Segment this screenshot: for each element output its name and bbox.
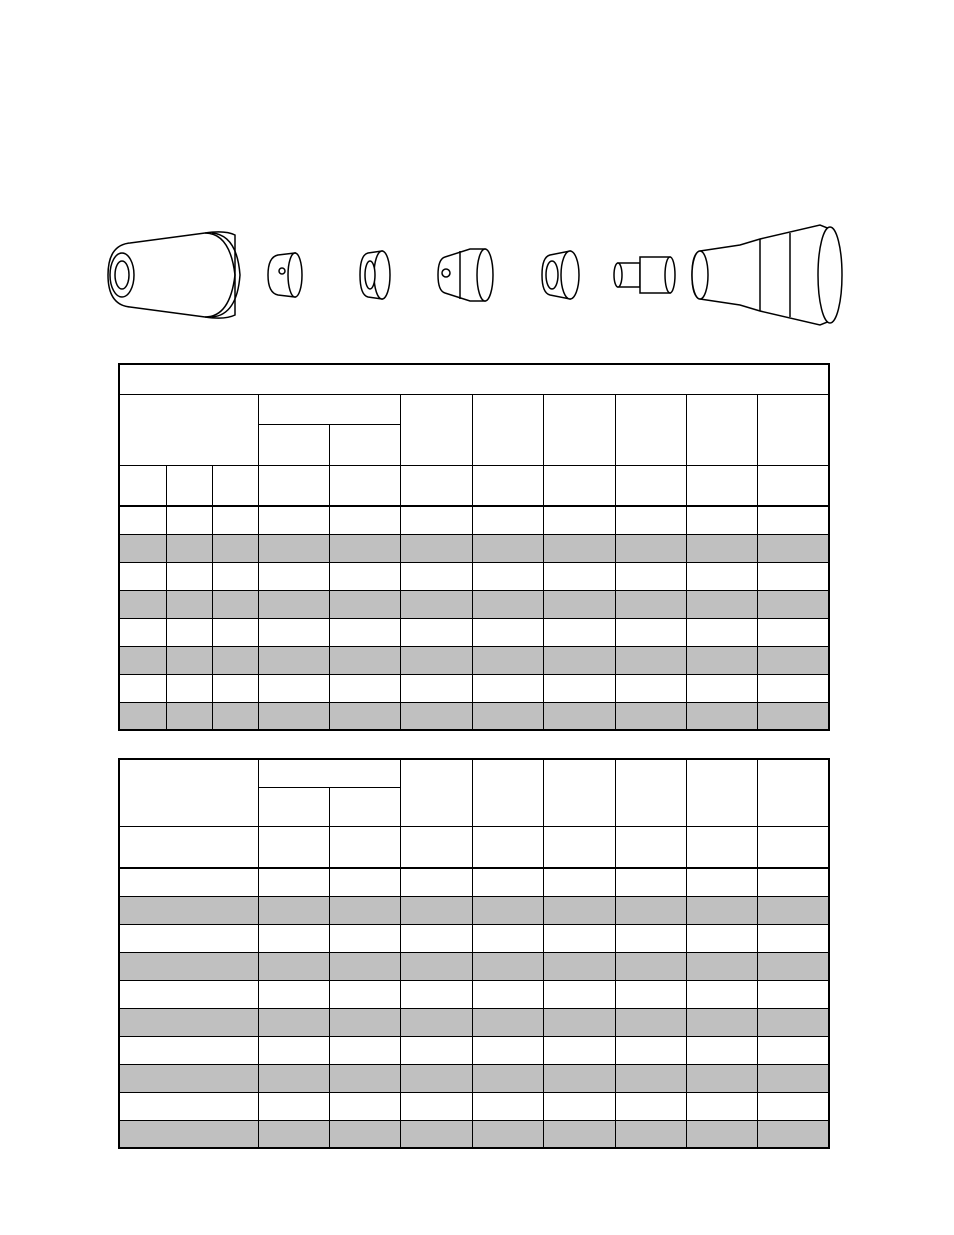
spec-table-2	[118, 758, 830, 1149]
header-cell	[615, 759, 686, 826]
header-cell	[543, 394, 615, 465]
header-cell	[472, 759, 543, 826]
header-cell	[757, 759, 829, 826]
retaining-cap-icon	[268, 253, 302, 297]
nozzle-retaining-icon	[542, 251, 579, 299]
header-cell	[757, 394, 829, 465]
table-row	[119, 1008, 829, 1036]
table-title-row	[119, 364, 829, 394]
table-row	[119, 618, 829, 646]
shield-icon	[108, 232, 240, 318]
table-row	[119, 702, 829, 730]
table-row	[119, 562, 829, 590]
table-row	[119, 534, 829, 562]
table-title	[119, 364, 829, 394]
table-row	[119, 1036, 829, 1064]
header-cell	[400, 394, 472, 465]
header-cell	[258, 424, 329, 465]
table-row	[119, 1120, 829, 1148]
header-cell	[258, 787, 329, 826]
table-row	[119, 980, 829, 1008]
table-row	[119, 952, 829, 980]
header-cell	[119, 759, 258, 826]
header-cell	[472, 394, 543, 465]
table-row	[119, 646, 829, 674]
swirl-ring-icon	[360, 251, 390, 299]
table-row	[119, 896, 829, 924]
header-cell	[329, 787, 400, 826]
header-row	[119, 759, 829, 787]
units-row	[119, 465, 829, 506]
table-row	[119, 1092, 829, 1120]
header-row	[119, 394, 829, 424]
table-row	[119, 674, 829, 702]
header-cell	[543, 759, 615, 826]
header-cell	[615, 394, 686, 465]
header-cell	[329, 424, 400, 465]
header-cell	[258, 394, 400, 424]
table-row	[119, 1064, 829, 1092]
header-cell	[400, 759, 472, 826]
table-row	[119, 924, 829, 952]
table-row	[119, 868, 829, 896]
table-row	[119, 506, 829, 534]
header-cell	[119, 394, 258, 465]
electrode-icon	[614, 257, 675, 293]
table-row	[119, 590, 829, 618]
header-cell	[686, 759, 757, 826]
header-cell	[258, 759, 400, 787]
units-row	[119, 826, 829, 868]
header-cell	[686, 394, 757, 465]
consumables-illustration	[100, 215, 850, 335]
spec-table-1	[118, 363, 830, 731]
nozzle-icon	[438, 249, 493, 301]
torch-head-icon	[692, 225, 842, 325]
